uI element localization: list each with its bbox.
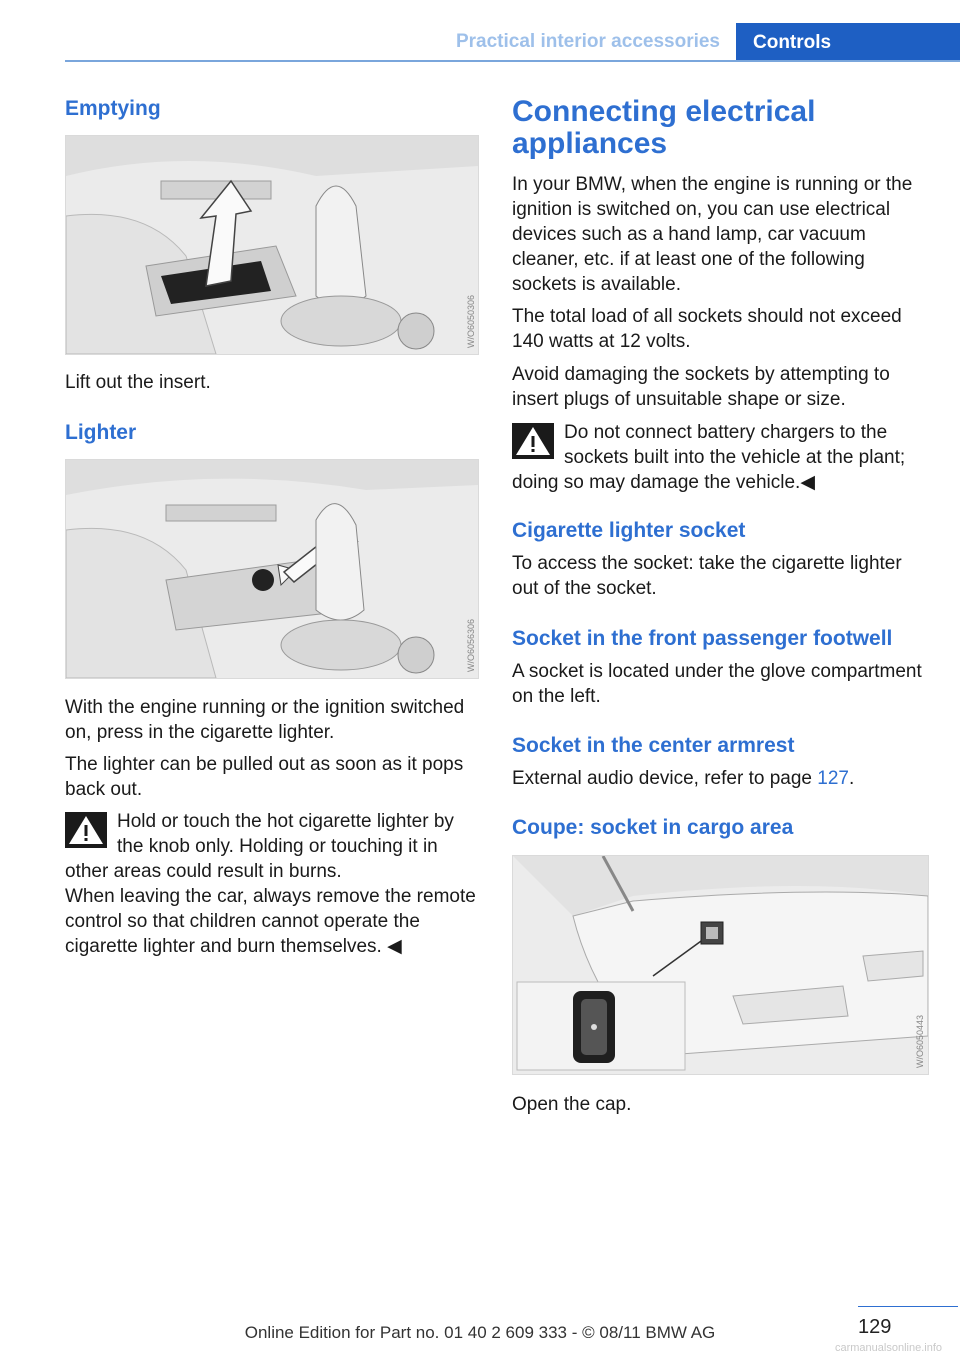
lighter-illustration — [65, 459, 479, 679]
footwell-socket-text: A socket is located under the glove compartment on the left. — [512, 661, 922, 707]
end-mark: ◀ — [387, 936, 402, 957]
connecting-paragraph-3: Avoid damaging the sockets by attempting to insert plugs of unsuitable shape or size. — [512, 364, 890, 410]
cigarette-socket-heading: Cigarette lighter socket — [512, 519, 746, 542]
end-mark: ◀ — [800, 472, 815, 493]
emptying-text: Lift out the insert. — [65, 372, 211, 393]
lighter-heading: Lighter — [65, 421, 137, 444]
footwell-socket-heading: Socket in the front passenger footwell — [512, 627, 893, 650]
lighter-warning-line-2: the knob only. Holding or touching it in — [117, 836, 438, 857]
lighter-warning-paragraph: When leaving the car, always remove the remote control so that children cannot operate the cigarette lighter and burn themselves. ◀ — [65, 886, 476, 957]
connecting-warning-line-3: doing so may damage the vehicle.◀ — [512, 472, 815, 493]
page-number-rule — [858, 1306, 958, 1307]
connecting-warning-line-2: sockets built into the vehicle at the plant; — [564, 447, 906, 468]
watermark: carmanualsonline.info — [834, 1342, 942, 1354]
connecting-paragraph-2: The total load of all sockets should not exceed 140 watts at 12 volts. — [512, 306, 902, 352]
lighter-paragraph-1: With the engine running or the ignition switched on, press in the cigarette lighter. — [65, 697, 465, 743]
lighter-warning-line-3: other areas could result in burns. — [65, 861, 342, 882]
coupe-fig-code: W/O6050443 — [915, 1014, 925, 1068]
connecting-warning-line-1: Do not connect battery chargers to the — [564, 422, 888, 443]
cigarette-socket-text: To access the socket: take the cigarette lighter out of the socket. — [512, 553, 902, 599]
emptying-heading: Emptying — [65, 97, 161, 120]
emptying-fig-code: W/O6050306 — [466, 294, 476, 348]
header-rule — [65, 60, 960, 62]
emptying-illustration — [65, 135, 479, 355]
connecting-heading: Connecting electrical appliances — [512, 95, 816, 160]
armrest-socket-text: External audio device, refer to page 127. — [512, 768, 855, 789]
lighter-warning-line-1: Hold or touch the hot cigarette lighter by — [117, 811, 454, 832]
coupe-cargo-illustration — [512, 855, 929, 1075]
footer-edition: Online Edition for Part no. 01 40 2 609 333 - © 08/11 BMW AG — [244, 1323, 716, 1342]
connecting-paragraph-1: In your BMW, when the engine is running or the ignition is switched on, you can use electrical devices such as a hand lamp, car vacuum cleaner, etc. if at least one of the following sockets is available. — [512, 174, 913, 295]
page-reference-link[interactable]: 127 — [817, 768, 849, 789]
coupe-socket-heading: Coupe: socket in cargo area — [512, 816, 794, 839]
lighter-fig-code: W/O6056306 — [466, 618, 476, 672]
header-chapter-tab: Controls — [736, 23, 960, 62]
coupe-socket-text: Open the cap. — [512, 1094, 632, 1115]
header-section-title: Practical interior accessories — [455, 31, 720, 52]
armrest-socket-heading: Socket in the center armrest — [512, 734, 795, 757]
warning-icon — [65, 812, 107, 848]
lighter-paragraph-2: The lighter can be pulled out as soon as it pops back out. — [65, 754, 464, 800]
warning-icon — [512, 423, 554, 459]
page-number: 129 — [858, 1316, 892, 1338]
